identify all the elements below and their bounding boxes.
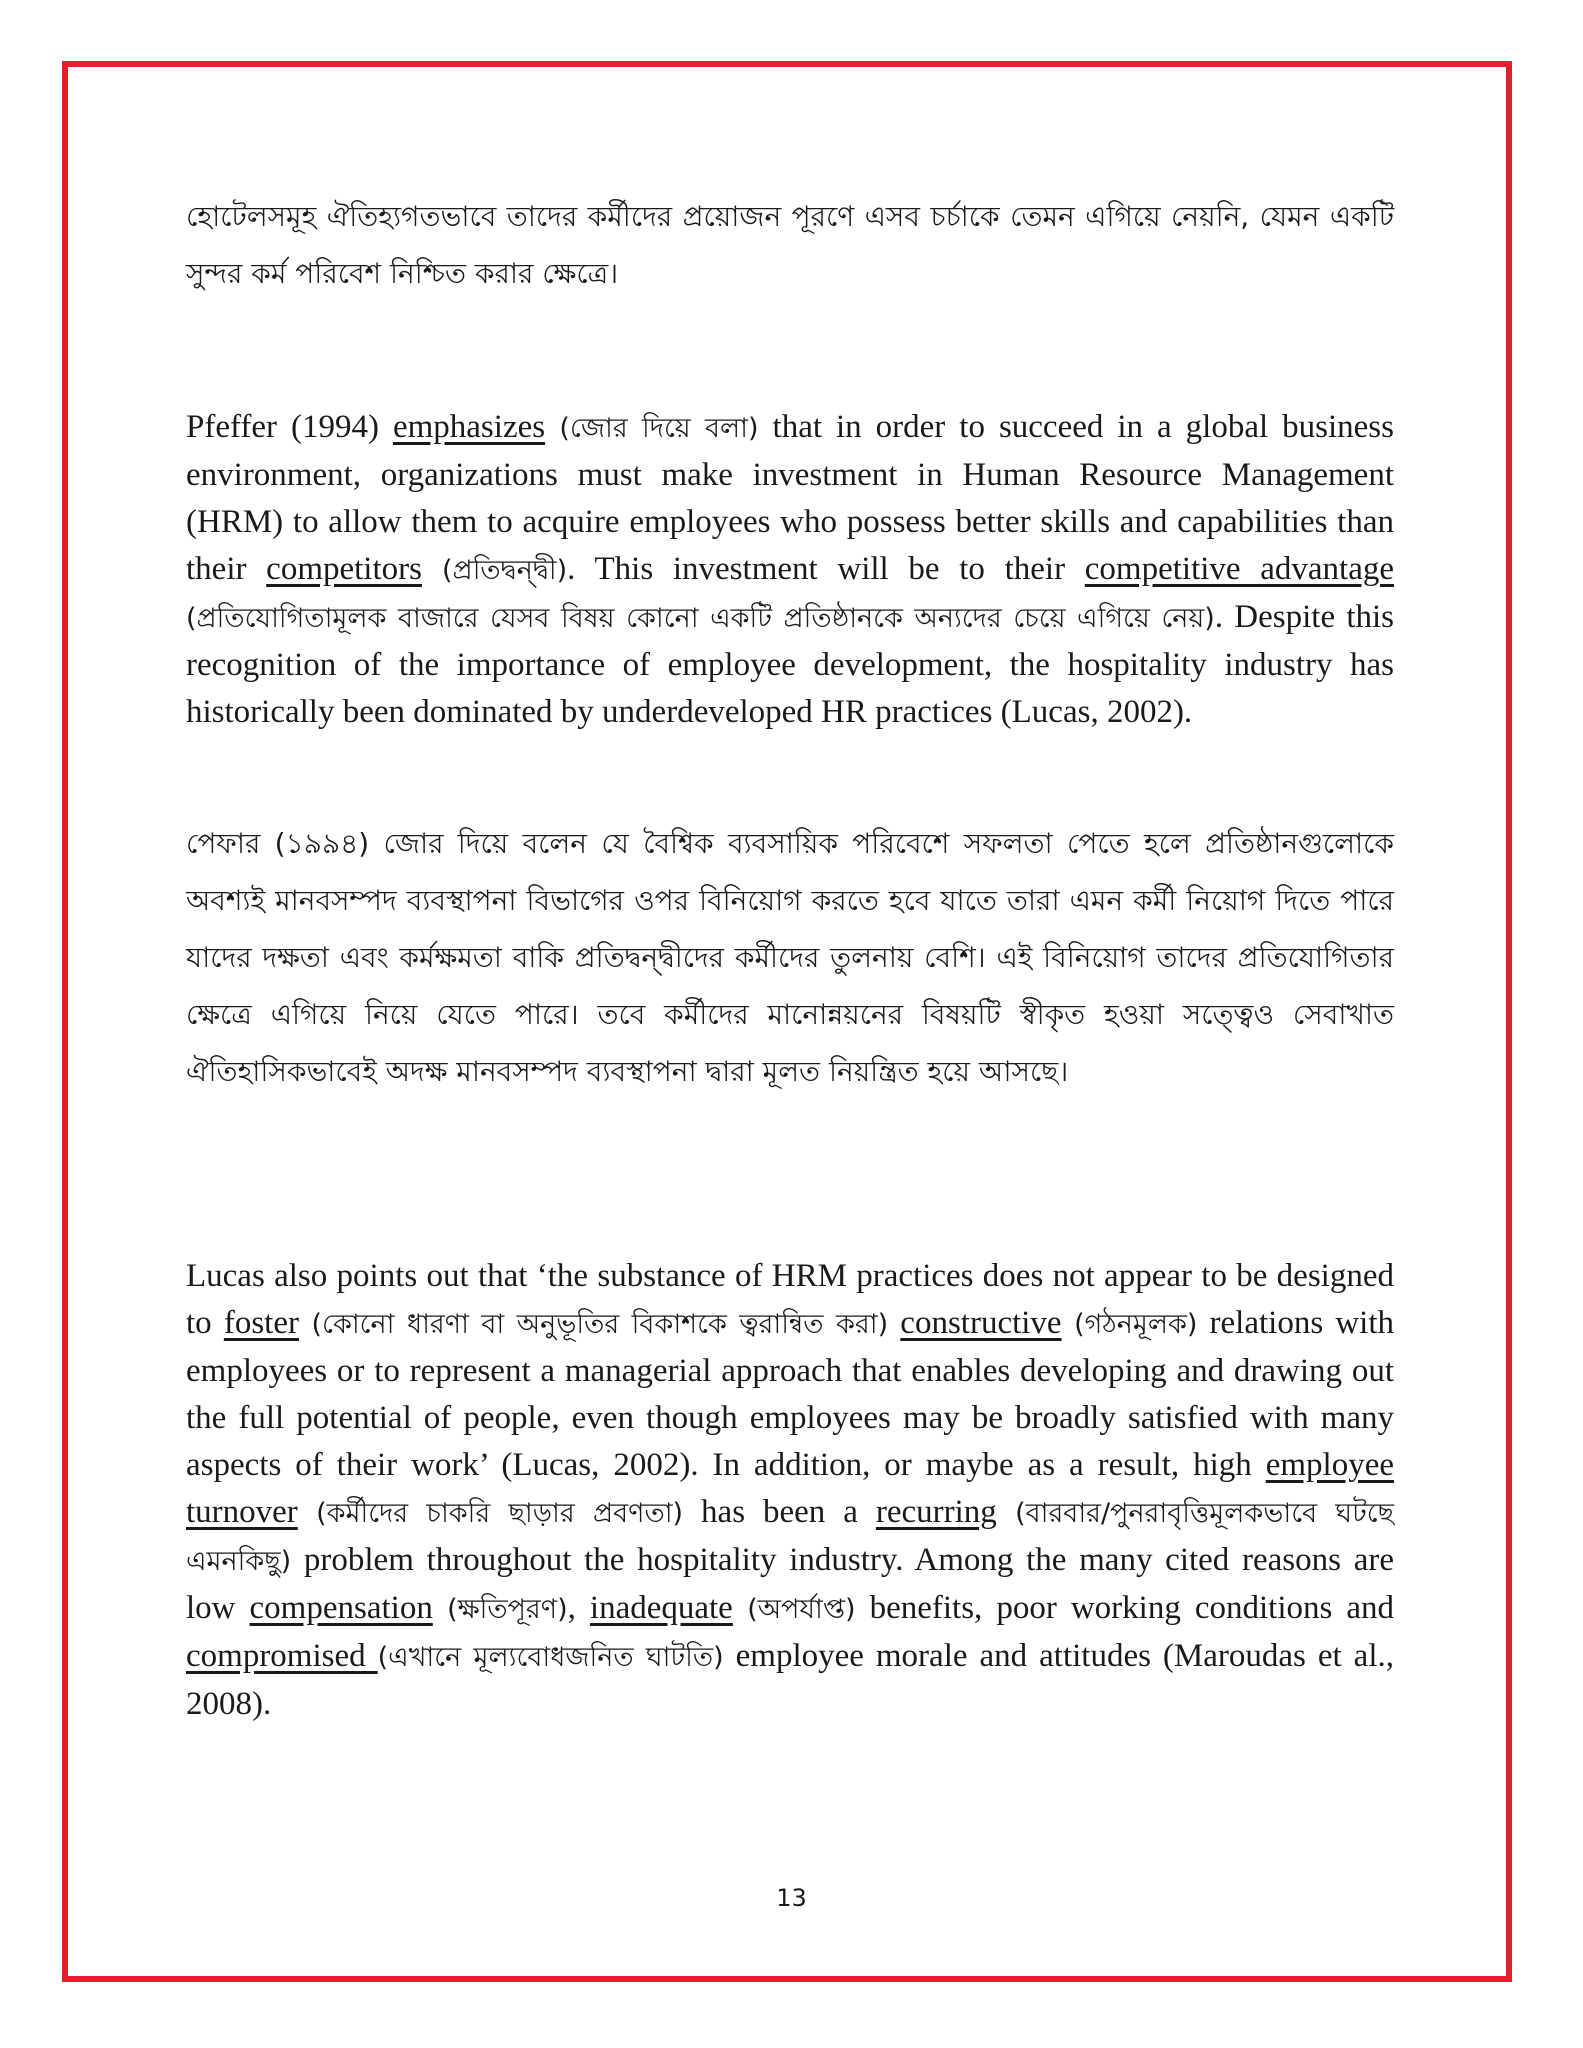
text-run xyxy=(888,1305,900,1341)
paragraph-bengali-intro: হোটেলসমূহ ঐতিহ্যগতভাবে তাদের কর্মীদের প্রয়োজন পূরণে এসব চর্চাকে তেমন এগিয়ে নেয়নি, যেমন একটি সুন্দর কর্ম পরিবেশ নিশ্চিত করার ক্ষেত্রে। xyxy=(186,200,1394,290)
text-run: that in order to succeed in a global business environment, organizations must make investment in Human Resource Management (HRM) to allow them to acquire employees who possess better skills and capabilities than their xyxy=(186,409,1394,587)
underlined-term: competitors xyxy=(266,551,422,587)
text-run: benefits, poor working conditions and xyxy=(855,1590,1395,1626)
text-run: problem throughout the hospitality industry. Among the many cited reasons are low xyxy=(186,1542,1394,1626)
bengali-gloss: (জোর দিয়ে বলা) xyxy=(545,413,759,444)
underlined-term: competitive advantage xyxy=(1084,551,1394,587)
underlined-term: foster xyxy=(223,1305,299,1341)
underlined-term: recurring xyxy=(875,1494,997,1530)
bengali-gloss: (কর্মীদের চাকরি ছাড়ার প্রবণতা) xyxy=(297,1498,684,1529)
bengali-gloss: (কোনো ধারণা বা অনুভূতির বিকাশকে ত্বরান্বিত করা) xyxy=(298,1309,889,1340)
paragraph-lucas xyxy=(186,1253,1394,1728)
text-run: , xyxy=(567,1590,590,1626)
paragraph-bengali-pfeffer: পেফার (১৯৯৪) জোর দিয়ে বলেন যে বৈশ্বিক ব্যবসায়িক পরিবেশে সফলতা পেতে হলে প্রতিষ্ঠানগুলোকে অবশ্যই মানবসম্পদ ব্যবস্থাপনা বিভাগের ওপর বিনিয়োগ করতে হবে যাতে তারা এমন কর্মী নিয়োগ দিতে পারে যাদের দক্ষতা এবং কর্মক্ষমতা বাকি প্রতিদ্বন্দ্বীদের কর্মীদের তুলনায় বেশি। এই বিনিয়োগ তাদের প্রতিযোগিতার ক্ষেত্রে এগিয়ে নিয়ে যেতে পারে। তবে কর্মীদের মানোন্নয়নের বিষয়টি স্বীকৃত হওয়া সত্ত্বেও সেবাখাত ঐতিহাসিকভাবেই অদক্ষ মানবসম্পদ ব্যবস্থাপনা দ্বারা মূলত নিয়ন্ত্রিত হয়ে আসছে। xyxy=(186,827,1394,1088)
text-run: . Despite this recognition of the importance of employee development, the hospitality industry has historically been dominated by underdeveloped HR practices (Lucas, 2002). xyxy=(186,599,1395,730)
bengali-gloss: (বারবার/পুনরাবৃত্তিমূলকভাবে ঘটছে এমনকিছু) xyxy=(186,1498,1395,1577)
underlined-term: constructive xyxy=(900,1305,1062,1341)
bengali-gloss: (ক্ষতিপূরণ) xyxy=(432,1594,568,1625)
text-run: . This investment will be to their xyxy=(567,551,1085,587)
text-run: relations with employees or to represent a managerial approach that enables developing and drawing out the full potential of people, even though employees may be broadly satisfied with many aspects of their work’ (Lucas, 2002). In addition, or maybe as a result, high xyxy=(186,1305,1394,1483)
page-number: 13 xyxy=(776,1884,807,1912)
bengali-gloss: (প্রতিযোগিতামূলক বাজারে যেসব বিষয় কোনো একটি প্রতিষ্ঠানকে অন্যদের চেয়ে এগিয়ে নেয়) xyxy=(186,603,1215,634)
bengali-gloss: (অপর্যাপ্ত) xyxy=(732,1594,856,1625)
underlined-term: inadequate xyxy=(589,1590,733,1626)
paragraph-pfeffer xyxy=(186,404,1394,736)
underlined-term: compromised xyxy=(186,1638,378,1674)
bengali-gloss: (প্রতিদ্বন্দ্বী) xyxy=(421,555,568,586)
underlined-term: employee turnover xyxy=(186,1447,1394,1530)
text-run: Pfeffer (1994) xyxy=(186,409,393,445)
bengali-gloss: (এখানে মূল্যবোধজনিত ঘাটতি) xyxy=(377,1642,724,1673)
underlined-term: emphasizes xyxy=(392,409,546,445)
bengali-gloss: (গঠনমূলক) xyxy=(1061,1309,1198,1340)
underlined-term: compensation xyxy=(249,1590,433,1626)
text-run: has been a xyxy=(683,1494,876,1530)
text-run: Lucas also points out that ‘the substance of HRM practices does not appear to be designed to xyxy=(186,1258,1394,1341)
text-run: employee morale and attitudes (Maroudas et al., 2008). xyxy=(186,1638,1394,1722)
